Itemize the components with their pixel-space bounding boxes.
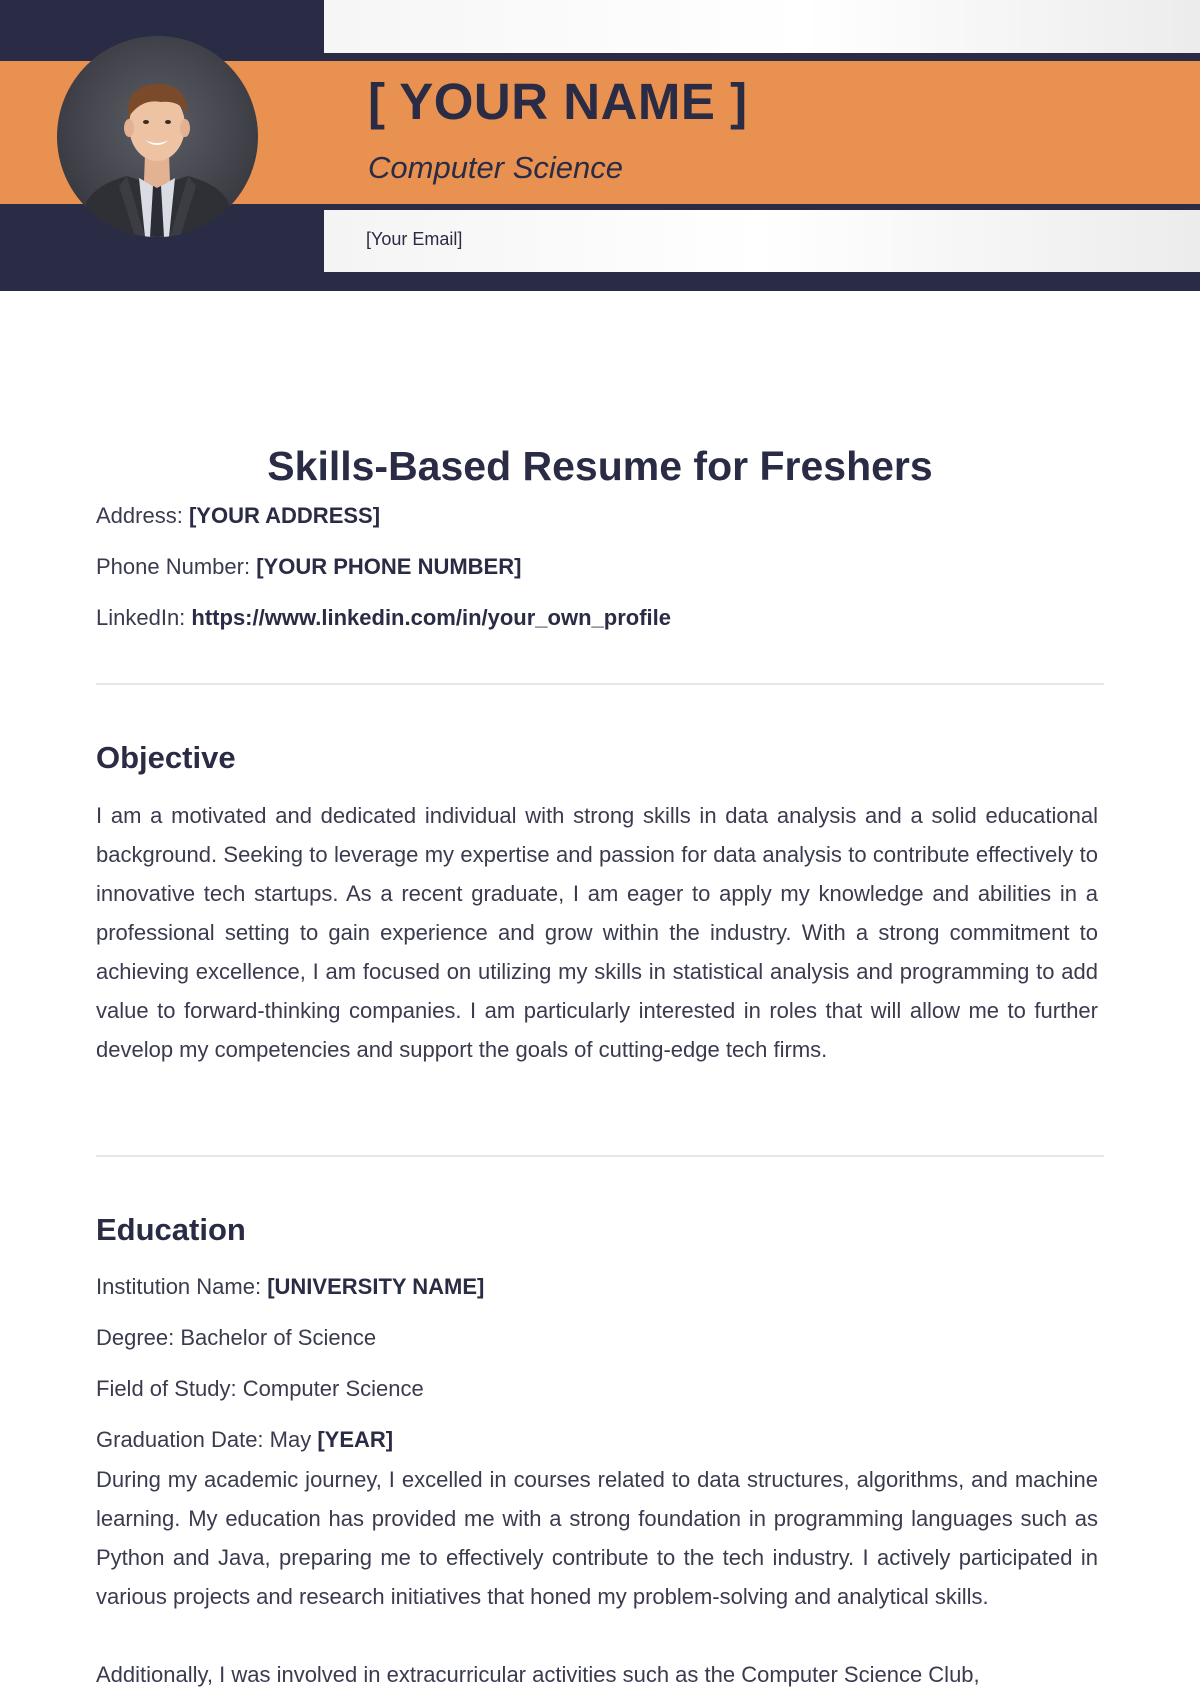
avatar xyxy=(57,36,258,237)
graduation-label: Graduation Date: May xyxy=(96,1427,312,1452)
institution-value: [UNIVERSITY NAME] xyxy=(267,1274,485,1299)
degree-line: Degree: Bachelor of Science xyxy=(96,1325,377,1350)
name-heading: [ YOUR NAME ] xyxy=(368,73,748,130)
field-subtitle: Computer Science xyxy=(368,150,624,185)
objective-heading: Objective xyxy=(96,740,236,775)
graduation-value: [YEAR] xyxy=(317,1427,394,1452)
person-photo-icon xyxy=(57,36,258,237)
institution-line xyxy=(96,1274,484,1300)
phone-value: [YOUR PHONE NUMBER] xyxy=(256,554,522,579)
address-line xyxy=(96,503,380,529)
phone-line xyxy=(96,554,521,580)
header-light-strip-top xyxy=(324,0,1200,53)
linkedin-label: LinkedIn: xyxy=(96,605,186,630)
divider xyxy=(96,683,1104,685)
phone-label: Phone Number: xyxy=(96,554,251,579)
address-value: [YOUR ADDRESS] xyxy=(188,503,381,528)
address-label: Address: xyxy=(96,503,183,528)
divider xyxy=(96,1155,1104,1157)
education-paragraph-continued: Additionally, I was involved in extracurricular activities such as the Computer Science Club, xyxy=(96,1662,980,1687)
objective-paragraph: I am a motivated and dedicated individual with strong skills in data analysis and a solid educational background. Seeking to leverage my expertise and passion for data analysis to contribute effectively to innovative tech startups. As a recent graduate, I am eager to apply my knowledge and abilities in a professional setting to gain experience and grow within the industry. With a strong commitment to achieving excellence, I am focused on utilizing my skills in statistical analysis and programming to add value to forward-thinking companies. I am particularly interested in roles that will allow me to further develop my competencies and support the goals of cutting-edge tech firms. xyxy=(96,803,1098,1062)
field-of-study-line: Field of Study: Computer Science xyxy=(96,1376,424,1401)
linkedin-value: https://www.linkedin.com/in/your_own_profile xyxy=(191,605,671,630)
email-placeholder: [Your Email] xyxy=(366,229,463,249)
institution-label: Institution Name: xyxy=(96,1274,262,1299)
education-paragraph: During my academic journey, I excelled in courses related to data structures, algorithms, and machine learning. My education has provided me with a strong foundation in programming languages such as Python and Java, preparing me to effectively contribute to the tech industry. I actively participated in various projects and research initiatives that honed my problem-solving and analytical skills. xyxy=(96,1467,1098,1609)
education-heading: Education xyxy=(96,1212,246,1247)
document-title: Skills-Based Resume for Freshers xyxy=(267,443,933,489)
graduation-line xyxy=(96,1427,393,1453)
linkedin-line xyxy=(96,605,671,631)
